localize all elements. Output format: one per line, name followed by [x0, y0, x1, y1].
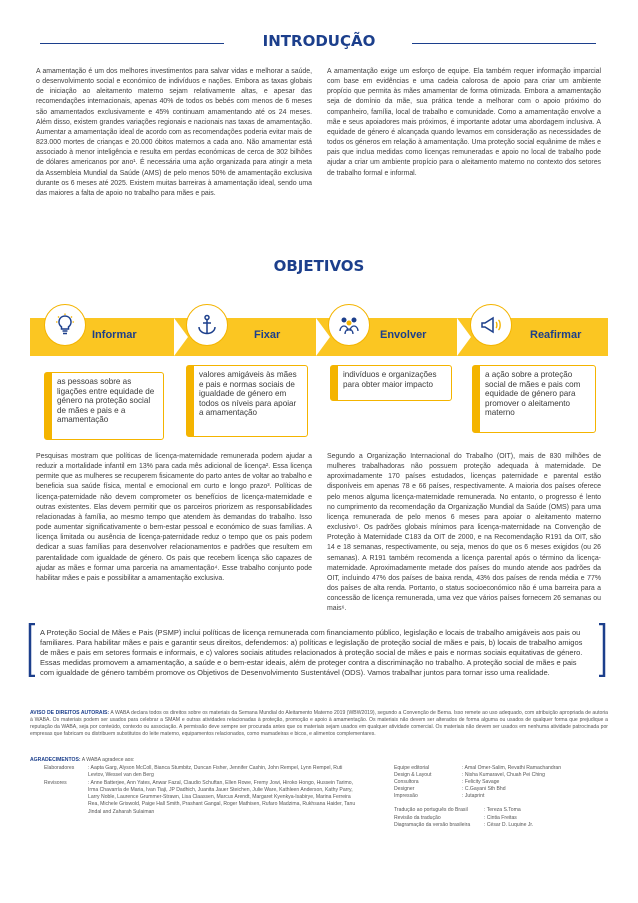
credit-role: Consultora [394, 779, 419, 786]
credit-role: Elaboradores [44, 765, 75, 771]
objetivo-card-informar: as pessoas sobre as ligações entre equidade de género na proteção social de mães e pais e a amamentação [44, 372, 164, 440]
credit-row [394, 786, 609, 793]
copyright-notice [30, 710, 608, 738]
credit-row [44, 765, 384, 779]
credit-row [394, 765, 609, 772]
credit-names: : Amal Omer-Salim, Revathi Ramachandran [462, 765, 562, 771]
credit-names: : Cintia Freitas [484, 814, 517, 821]
thanks-text: A WABA agradece aos: [81, 757, 135, 763]
thanks-label: AGRADECIMENTOS: [30, 757, 81, 763]
credit-names: : Aapta Garg, Alyson McColl, Bianca Stumbitz, Duncan Fisher, Jennifer Cashin, John Rempel, Lynn Rempel, Ruti Levtov, Wessel van den Berg [88, 765, 343, 779]
band-chevron [457, 318, 471, 356]
body-col-right: Segundo a Organização Internacional do Trabalho (OIT), mais de 830 milhões de mulheres trabalhadoras não possuem proteção adequada à maternidade. De aproximadamente 170 países estudados, licenças paternidade e parental estão disponíveis em apenas 78 e 66 países, respectivamente. A maioria dos países oferece pelo menos alguma licença-maternidade remunerada. No entanto, o progresso é lento no cumprimento da recomendação da Organização Mundial da Saúde (OMS) para uma licença remunerada de pelo menos 6 meses para apoiar o aleitamento materno exclusivo⁵. Os padrões globais mínimos para licença-maternidade na Convenção de Proteção à Maternidade C183 da OIT de 2000, e na Recomendação R191 da OIT, são 14 e 18 semanas, respectivamente, ou seja, menos do que os 6 meses exigidos (ou 26 semanas). A R191 também recomenda a licença parental após o término da licença-maternidade. Aproximadamente metade dos países do mundo atende aos padrões da OIT, incluindo 47% dos países de baixa renda, 43% dos países de renda média e 77% dos países de alta renda. Portanto, o status socioeconómico não é uma barreira para a concessão de licença remunerada, uma vez que vários países fornecem 26 semanas ou mais⁶. [327, 453, 601, 613]
credit-names: : Anne Batterjee, Ann Yates, Anwar Fazal, Claudio Schuftan, Ellen Rowe, Fremy Jowi, Hiroko Hongo, Hussein Tarimo, Irma Chavarría de Maria, Ivan Tiaji, JP Dadhich, Juanita Jauer Steichen, Julie Ware, Kathleen Anderson, Kathy Parry, Larry Noble, Laurence Grummer-Strawn, Lisa Claassen, Marcus Arendt, Margaret Kyenkya-Isabirye, Marina Ferreira Rea, Michele Griswold, Paige Hall Smith, Prashant Gangal, Roger Mathisen, Rufaro Madzima, Rukhsana Haider, Tanu Jindal and Zaharah Sulaiman [88, 780, 356, 815]
credit-names: : Jutaprint [462, 793, 485, 800]
credit-row [44, 780, 384, 815]
objetivo-card-fixar: valores amigáveis às mães e pais e normas sociais de igualdade de género em todos os níveis para apoiar a amamentação [186, 365, 308, 437]
credit-names: : Felicity Savage [462, 779, 500, 786]
credit-row [394, 822, 609, 829]
credit-role: Revisores [44, 780, 67, 787]
credit-row [394, 807, 609, 814]
copyright-label: AVISO DE DIREITOS AUTORAIS: [30, 710, 110, 716]
credit-role: Diagramação da versão brasileira [394, 821, 471, 828]
credit-row [394, 779, 609, 786]
intro-title: INTRODUÇÃO [262, 32, 376, 50]
thanks-line [30, 757, 330, 764]
bracket-right [598, 623, 606, 677]
credit-row [394, 815, 609, 822]
credit-role: Tradução ao português do Brasil [394, 807, 468, 814]
copyright-text: A WABA declara todos os direitos sobre os materiais da Semana Mundial do Aleitamento Materno 2019 (WBW2019), segundo a Convenção de Berna. Isso remete ao uso adequado, com atribuição apropriada de autoria à WABA. Os materiais podem ser usados para celebrar a SMAM e outras atividades relacionadas à proteção, promoção e apoio à amamentação. Os materiais não devem ser alterados de forma alguma ou usados de qualquer forma que prejudique a reputação da WABA, seja por conteúdo, contexto ou associação. A permissão deve sempre ser procurada antes que os materiais sejam usados em qualquer atividade comercial. Os materiais não devem ser usados em nenhuma atividade patrocinada por empresas que fabricam ou distribuem substitutos do leite materno, equipamentos relacionados, como mamadeiras e bicos, e alimentos complementares. [30, 710, 609, 738]
objetivos-title: OBJETIVOS [273, 257, 365, 275]
body-col-left: Pesquisas mostram que políticas de licença-maternidade remunerada podem ajudar a reduzir a mortalidade infantil em 13% para cada mês adicional de licença². Essa licença permite que as mulheres se recuperem fisicamente do parto antes de voltar ao trabalho e beneficia sua saúde física, mental e emocional em curto e longo prazo³. Políticas de licença-paternidade não devem comprometer os benefícios de licença-maternidade e outras existentes. Elas devem permitir que os parceiros priorizem as responsabilidades relacionadas à família, ao mesmo tempo que atendem às demandas do trabalho. Isso pode aumentar significativamente o bem-estar pessoal e económico de suas famílias. A licença limitada ou ausência de licença-paternidade reduz o tempo que os pais podem dedicar a suas famílias para desenvolver relacionamentos e padrões que resultem em parentalidade com igualdade de género. Os pais que recebem licença são capazes de ajudar as mães e formar uma parceria na amamentação⁴. Esse trabalho conjunto pode habilitar mães e pais e possibilitar a amamentação exclusiva. [36, 453, 312, 582]
credit-role: Impressão [394, 793, 418, 800]
credit-names: : C.Gayani Sth Bhd [462, 786, 506, 793]
bracket-left [28, 623, 36, 677]
intro-col-left: A amamentação é um dos melhores investimentos para salvar vidas e melhorar a saúde, o desenvolvimento social e económico de indivíduos e nações. Embora as taxas globais de iniciação ao aleitamento materno sejam relativamente altas, e apesar das recomendações internacionais, apenas 40% de todos os bebés com menos de 6 meses são amamentados exclusivamente e 45% continuam amamentando até os 24 meses. Além disso, existem grandes variações regionais e nacionais nas taxas de amamentação. Aumentar a amamentação ideal de acordo com as recomendações poderia evitar mais de 823.000 mortes de crianças e 20.000 óbitos maternos a cada ano. Não amamentar está associado à menor inteligência e resulta em perdas económicas de cerca de 302 bilhões de dólares americanos por ano¹. É necessária uma ação organizada para atingir a meta da Assembleia Mundial da Saúde (AMS) de pelo menos 50% de amamentação exclusiva durante os 6 meses até 2025. Existem muitas barreiras à amamentação ideal, sendo uma das maiores a falta de apoio no trabalho para mães e pais. [36, 68, 312, 197]
credit-row [394, 793, 609, 800]
credit-names: : Tereza S.Toma [484, 807, 521, 814]
credit-row [394, 772, 609, 779]
objetivo-label-reafirmar: Reafirmar [530, 329, 582, 341]
objetivo-label-envolver: Envolver [380, 329, 427, 341]
objetivo-label-fixar: Fixar [254, 329, 281, 341]
anchor-icon [186, 304, 228, 346]
lightbulb-icon [44, 304, 86, 346]
credit-names: : César D. Luquine Jr. [484, 821, 534, 828]
psmp-quote: A Proteção Social de Mães e Pais (PSMP) inclui políticas de licença remunerada com financiamento público, legislação e locais de trabalho amigáveis aos pais ou familiares. Para habilitar mães e pais e garantir seus direitos, defendemos: a) políticas e legislação de proteção social de mães e pais, b) locais de trabalho amigos de mães e pais em setores formais e informais, e c) valores sociais atitudes relacionados à proteção social de mães e pais e normas sociais equitativas de género. Essas medidas promovem a amamentação, a saúde e o bem-estar ideais, além de proteger contra a discriminação no trabalho. A proteção social de mães e pais com igualdade de género também promove os Objetivos de Desenvolvimento Sustentável (ODS). Vamos trabalhar juntos para tornar isso uma realidade. [40, 628, 583, 677]
credit-spacer [394, 800, 609, 807]
objetivo-card-envolver: indivíduos e organizações para obter maior impacto [330, 365, 452, 401]
credits-right [394, 765, 609, 829]
intro-col-right: A amamentação exige um esforço de equipe. Ela também requer informação imparcial com base em evidências e uma cadeia calorosa de apoio para criar um ambiente propício que permita às mães amamentar de forma otimizada. Embora a amamentação seja de domínio da mãe, sua prática tende a melhorar com o apoio próximo do companheiro, família, local de trabalho e comunidade. Como a amamentação envolve a mãe e seus apoiadores mais próximos, é importante adotar uma abordagem inclusiva. A equidade de género é alcançada quando levamos em consideração as necessidades de todos os géneros em relação à amamentação. Uma proteção social equânime de mães e pais que inclua medidas como licenças remuneradas e apoio no local de trabalho pode ajudar a criar um ambiente propício para o aleitamento materno no contexto dos setores de trabalho formal e informal. [327, 68, 601, 177]
credit-role: Equipe editorial [394, 765, 430, 771]
people-icon [328, 304, 370, 346]
credit-role: Revisão da tradução [394, 814, 441, 821]
objetivo-card-reafirmar: a ação sobre a proteção social de mães e pais com equidade de género para promover o aleitamento materno [472, 365, 596, 433]
credit-role: Design & Layout [394, 772, 432, 779]
objetivo-label-informar: Informar [92, 329, 137, 341]
megaphone-icon [470, 304, 512, 346]
credit-role: Designer [394, 786, 415, 793]
credits-left [44, 765, 384, 816]
credit-names: : Nisha Kumaravel, Chuah Pei Ching [462, 772, 545, 779]
